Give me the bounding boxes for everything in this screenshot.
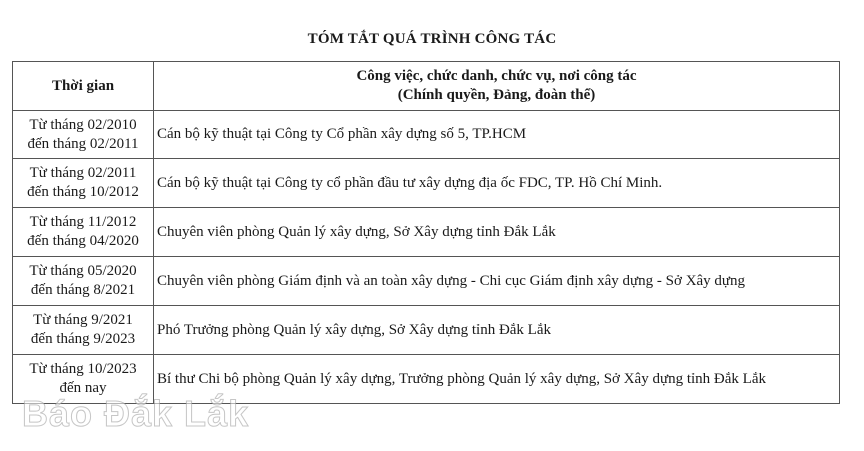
time-from: Từ tháng 02/2010 (29, 116, 137, 133)
work-history-table (12, 61, 840, 404)
time-cell (13, 306, 154, 355)
time-to: đến tháng 9/2023 (30, 331, 136, 347)
job-cell: Chuyên viên phòng Giám định và an toàn xây dựng - Chi cục Giám định xây dựng - Sở Xây dựng (154, 257, 840, 306)
time-cell (13, 159, 154, 208)
time-to: đến tháng 02/2011 (27, 135, 139, 152)
header-time: Thời gian (13, 62, 154, 111)
time-cell (13, 208, 154, 257)
time-cell (13, 355, 154, 404)
time-to: đến tháng 10/2012 (27, 184, 139, 200)
job-cell: Chuyên viên phòng Quản lý xây dựng, Sở Xây dựng tỉnh Đắk Lắk (154, 208, 840, 257)
table-row (13, 208, 840, 257)
time-from: Từ tháng 02/2011 (29, 165, 137, 181)
table-row (13, 355, 840, 404)
job-cell: Cán bộ kỹ thuật tại Công ty Cổ phần xây dựng số 5, TP.HCM (154, 111, 840, 159)
time-cell (13, 111, 154, 159)
time-to: đến tháng 8/2021 (30, 282, 136, 298)
time-from: Từ tháng 05/2020 (29, 263, 137, 279)
time-to: đến nay (59, 380, 107, 396)
page-title: TÓM TẮT QUÁ TRÌNH CÔNG TÁC (307, 31, 557, 47)
job-cell: Phó Trưởng phòng Quản lý xây dựng, Sở Xây dựng tỉnh Đắk Lắk (154, 306, 840, 355)
header-job-line1: Công việc, chức danh, chức vụ, nơi công tác (356, 68, 637, 84)
table-row (13, 257, 840, 306)
job-cell: Bí thư Chi bộ phòng Quản lý xây dựng, Trưởng phòng Quản lý xây dựng, Sở Xây dựng tỉnh Đắk Lắk (154, 355, 840, 404)
time-from: Từ tháng 9/2021 (33, 312, 133, 328)
time-from: Từ tháng 11/2012 (29, 214, 137, 230)
table-row (13, 159, 840, 208)
job-cell: Cán bộ kỹ thuật tại Công ty cổ phần đầu tư xây dựng địa ốc FDC, TP. Hồ Chí Minh. (154, 159, 840, 208)
header-job-line2: (Chính quyền, Đảng, đoàn thể) (397, 87, 596, 103)
table-row (13, 111, 840, 159)
table-header-row (13, 62, 840, 111)
table-row (13, 306, 840, 355)
header-job (154, 62, 840, 111)
time-from: Từ tháng 10/2023 (29, 361, 137, 377)
time-cell (13, 257, 154, 306)
watermark-logo: Báo Đắk Lắk (22, 393, 250, 434)
time-to: đến tháng 04/2020 (27, 233, 139, 249)
